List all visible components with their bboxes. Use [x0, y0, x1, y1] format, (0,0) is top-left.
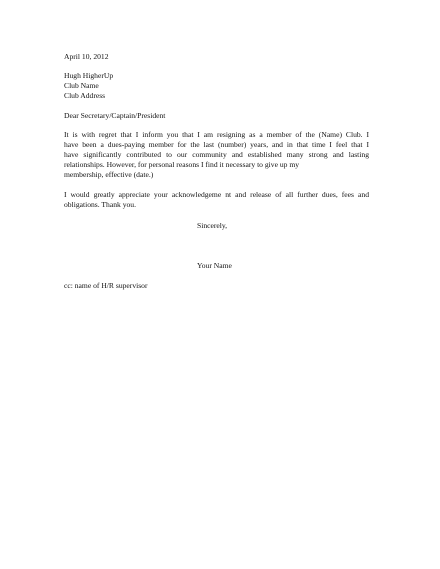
- body-paragraph-1: [64, 130, 369, 180]
- body-paragraph-2: [64, 190, 369, 210]
- paragraph-line: have significantly contributed to our community and established many strong and lasting: [64, 150, 369, 159]
- recipient-club-name: Club Name: [64, 81, 99, 90]
- salutation: Dear Secretary/Captain/President: [64, 111, 166, 120]
- paragraph-line: have been a dues-paying member for the last (number) years, and in that time I feel that I: [64, 140, 369, 149]
- paragraph-line: It is with regret that I inform you that I am resigning as a member of the (Name) Club. I: [64, 130, 369, 139]
- paragraph-line: obligations. Thank you.: [64, 200, 136, 209]
- cc-line: cc: name of H/R supervisor: [64, 281, 148, 290]
- paragraph-line: relationships. However, for personal reasons I find it necessary to give up my: [64, 160, 300, 169]
- paragraph-line: membership, effective (date.): [64, 170, 154, 179]
- letter-date: April 10, 2012: [64, 52, 109, 61]
- paragraph-line: I would greatly appreciate your acknowledgeme nt and release of all further dues, fees and: [64, 190, 369, 199]
- recipient-name: Hugh HigherUp: [64, 71, 114, 80]
- signature-name: Your Name: [197, 261, 232, 270]
- closing: Sincerely,: [197, 221, 228, 230]
- recipient-club-address: Club Address: [64, 91, 106, 100]
